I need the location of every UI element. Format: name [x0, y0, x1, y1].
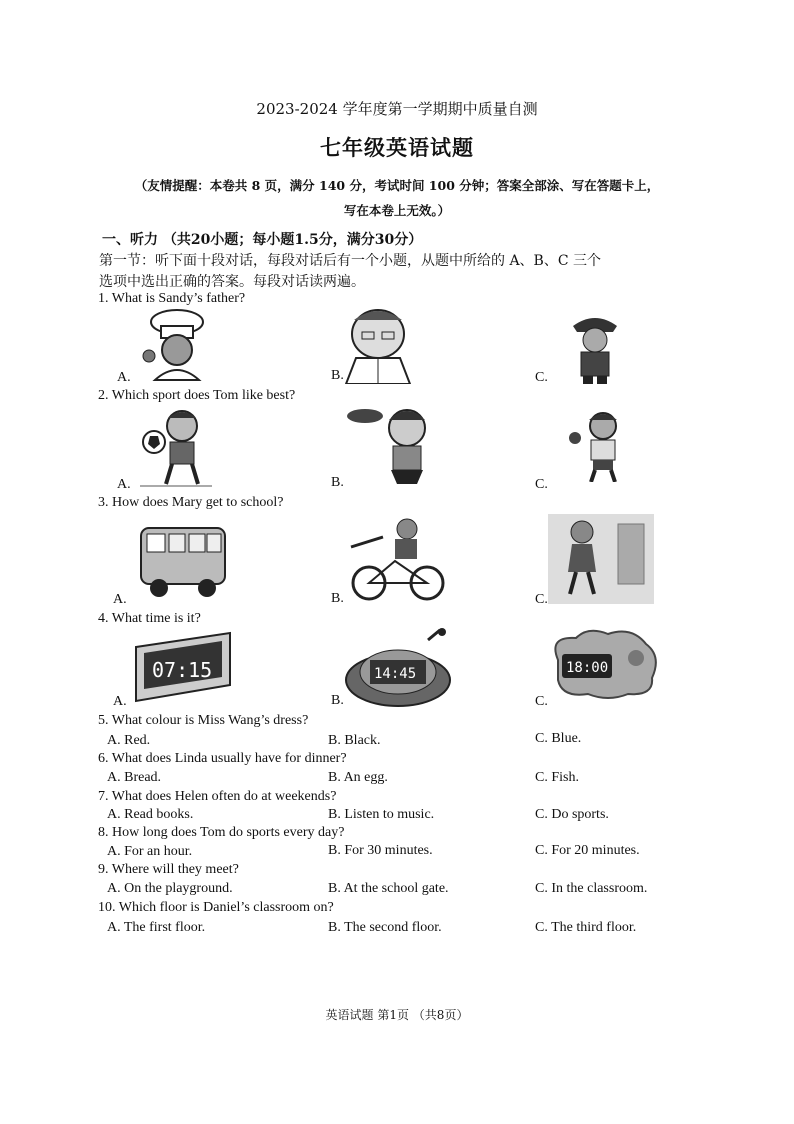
- digital-clock-a: [130, 627, 236, 707]
- ping-pong-boy-picture: [567, 408, 633, 482]
- section-instruction-2: 选项中选出正确的答案。每段对话读两遍。: [99, 274, 365, 290]
- question-10: 10. Which floor is Daniel’s classroom on?: [98, 900, 334, 915]
- q6-option-c: C. Fish.: [535, 770, 579, 785]
- q7-option-c: C. Do sports.: [535, 807, 609, 822]
- q8-option-a: A. For an hour.: [107, 844, 193, 859]
- q2-option-c: C.: [535, 477, 548, 492]
- digital-clock-b: [342, 628, 454, 710]
- q7-option-a: A. Read books.: [107, 807, 194, 822]
- q4-option-c: C.: [535, 694, 548, 709]
- q10-option-a: A. The first floor.: [107, 920, 206, 935]
- doctor-picture: [338, 306, 420, 384]
- q9-option-b: B. At the school gate.: [328, 881, 449, 896]
- question-4: 4. What time is it?: [98, 611, 201, 626]
- q1-option-c: C.: [535, 370, 548, 385]
- clock-b-time: 14:45: [374, 666, 417, 682]
- q6-option-a: A. Bread.: [107, 770, 162, 785]
- q10-option-c: C. The third floor.: [535, 920, 637, 935]
- section-title: 一、听力 （共20小题；每小题1.5分，满分30分）: [102, 232, 423, 248]
- notice-line-2: 写在本卷上无效。）: [343, 203, 451, 218]
- question-8: 8. How long does Tom do sports every day?: [98, 825, 345, 840]
- police-officer-picture: [565, 310, 625, 384]
- q9-option-a: A. On the playground.: [107, 881, 233, 896]
- q1-option-a: A.: [117, 370, 131, 385]
- question-7: 7. What does Helen often do at weekends?: [98, 789, 337, 804]
- page-footer: 英语试题 第1页 （共8页）: [325, 1008, 469, 1022]
- q6-option-b: B. An egg.: [328, 770, 388, 785]
- q2-option-a: A.: [117, 477, 131, 492]
- walking-girl-picture: [548, 514, 654, 604]
- exam-title: 七年级英语试题: [320, 135, 474, 160]
- question-2: 2. Which sport does Tom like best?: [98, 388, 296, 403]
- question-9: 9. Where will they meet?: [98, 862, 239, 877]
- q3-option-b: B.: [331, 591, 344, 606]
- question-1: 1. What is Sandy’s father?: [98, 291, 246, 306]
- q10-option-b: B. The second floor.: [328, 920, 442, 935]
- q5-option-b: B. Black.: [328, 733, 381, 748]
- digital-clock-c: [548, 626, 662, 702]
- q3-option-c: C.: [535, 592, 548, 607]
- football-boy-picture: [140, 406, 212, 488]
- q9-option-c: C. In the classroom.: [535, 881, 648, 896]
- q5-option-a: A. Red.: [107, 733, 151, 748]
- chef-picture: [135, 308, 215, 382]
- clock-c-time: 18:00: [566, 660, 609, 676]
- question-3: 3. How does Mary get to school?: [98, 495, 284, 510]
- q2-option-b: B.: [331, 475, 344, 490]
- bicycle-girl-picture: [345, 517, 451, 603]
- q3-option-a: A.: [113, 592, 127, 607]
- q7-option-b: B. Listen to music.: [328, 807, 435, 822]
- section-instruction-1: 第一节：听下面十段对话，每段对话后有一个小题，从题中所给的 A、B、C 三个: [99, 253, 602, 269]
- frisbee-girl-picture: [345, 404, 445, 490]
- q8-option-c: C. For 20 minutes.: [535, 843, 640, 858]
- q8-option-b: B. For 30 minutes.: [328, 843, 433, 858]
- bus-picture: [137, 522, 229, 602]
- exam-header-line: 2023-2024 学年度第一学期期中质量自测: [256, 100, 538, 118]
- question-6: 6. What does Linda usually have for dinner?: [98, 751, 347, 766]
- clock-a-time: 07:15: [152, 658, 213, 682]
- q5-option-c: C. Blue.: [535, 731, 582, 746]
- q4-option-a: A.: [113, 694, 127, 709]
- question-5: 5. What colour is Miss Wang’s dress?: [98, 713, 309, 728]
- q4-option-b: B.: [331, 693, 344, 708]
- notice-line-1: （友情提醒：本卷共 8 页，满分 140 分，考试时间 100 分钟；答案全部涂、写在答题卡上，: [134, 178, 660, 193]
- q1-option-b: B.: [331, 368, 344, 383]
